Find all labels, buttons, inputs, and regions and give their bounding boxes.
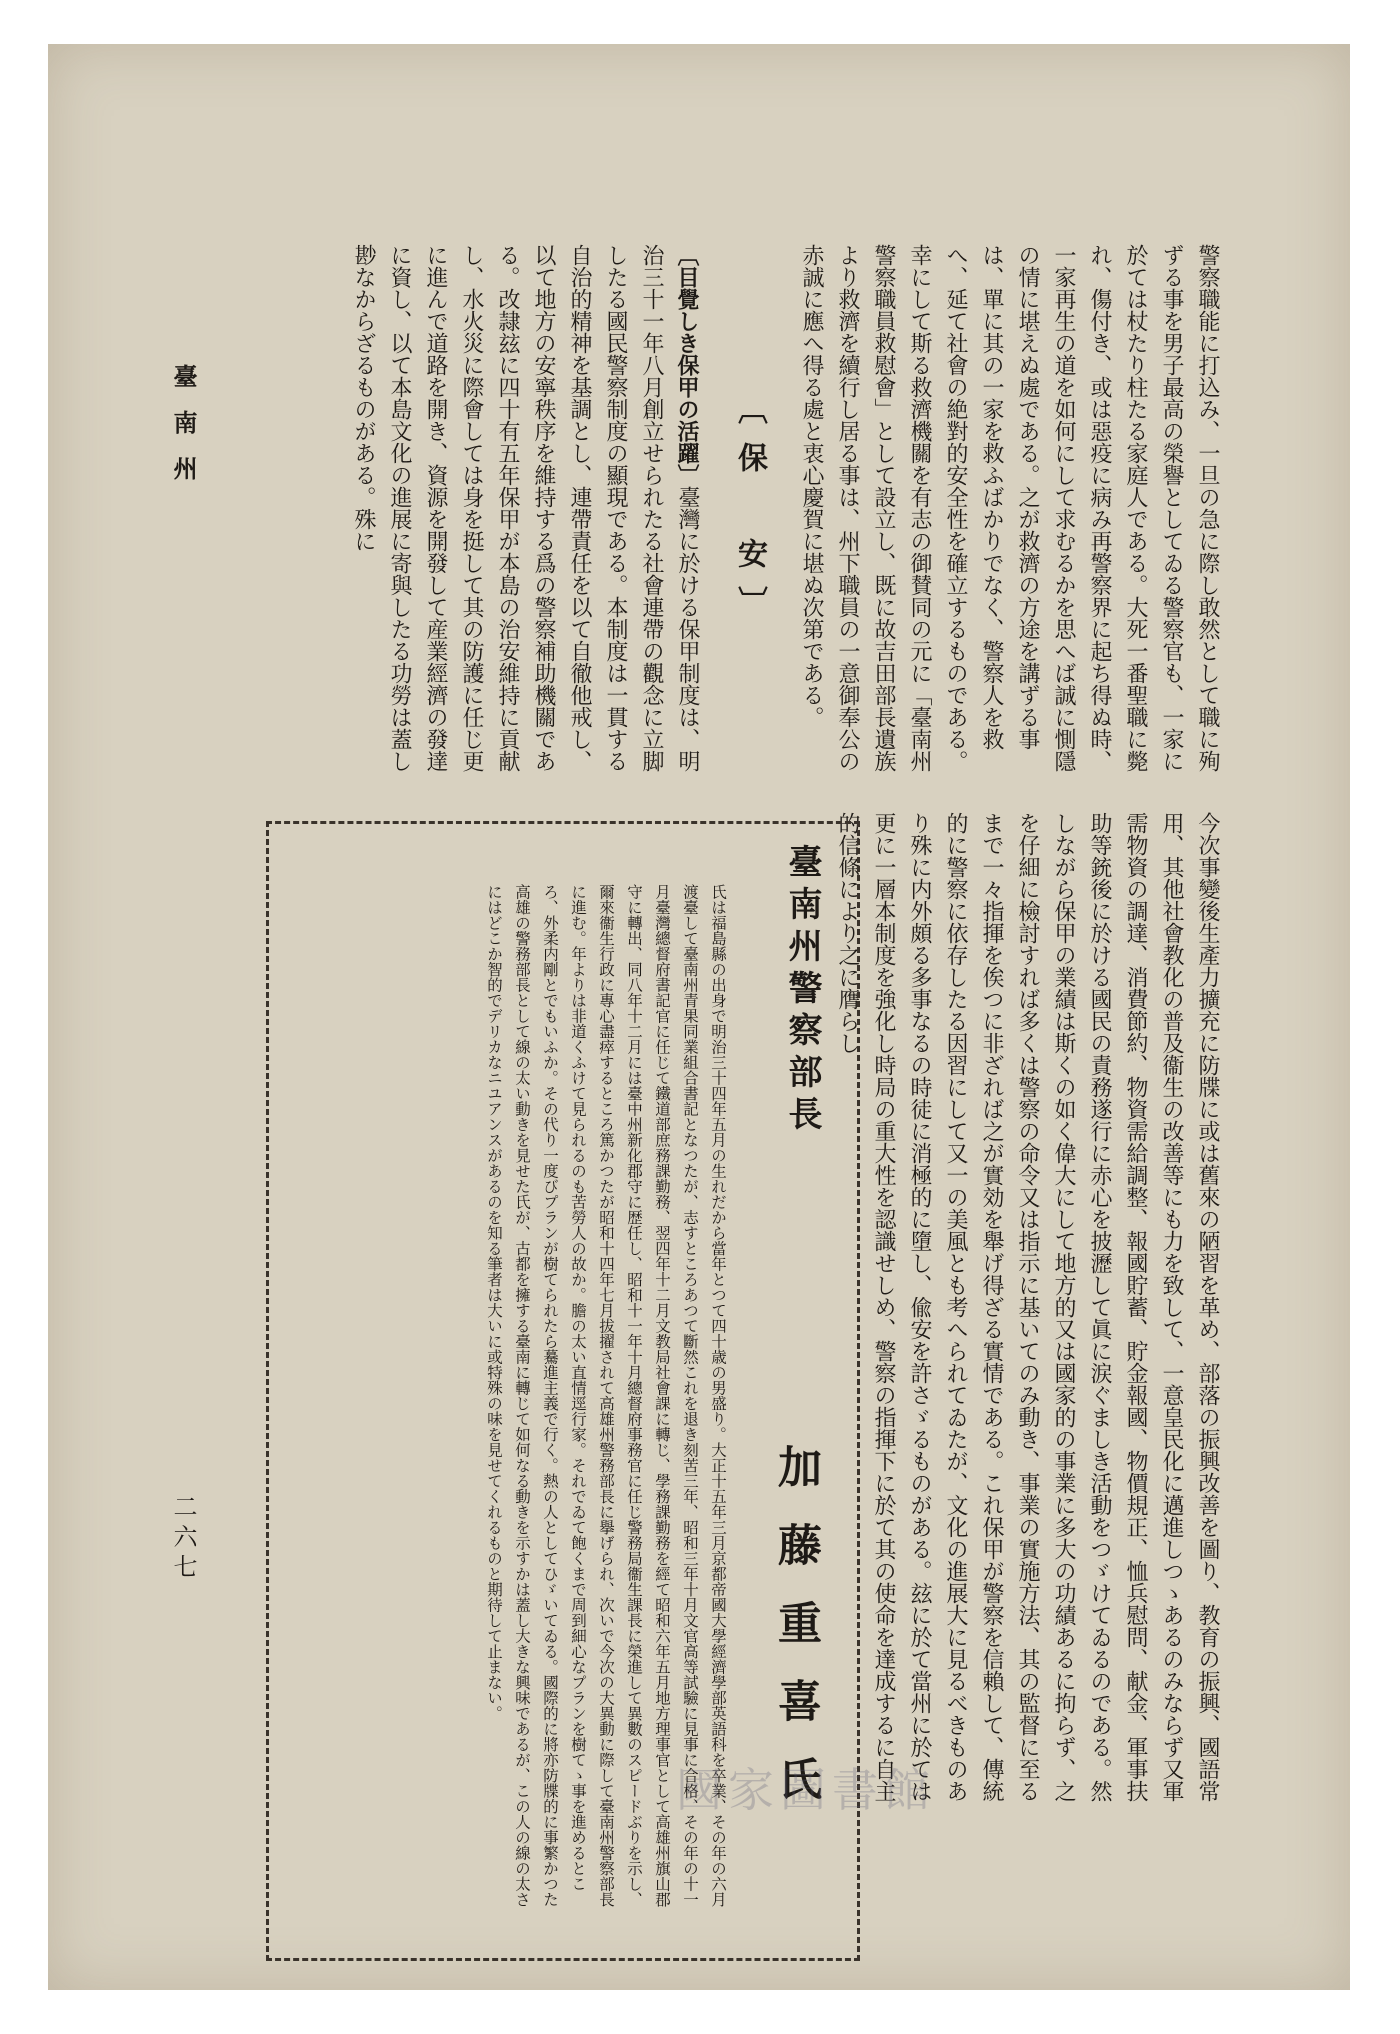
bio-title: 臺南州警察部長	[782, 844, 822, 1138]
running-head: 臺南州	[169, 364, 198, 502]
subheading-hoko: 〔目覺しき保甲の活躍〕	[674, 244, 700, 486]
paragraph-hoko	[345, 244, 705, 792]
paragraph-hoko-body: 臺灣に於ける保甲制度は、明治三十一年八月創立せられたる社會連帶の觀念に立脚したる國民警察制度の顯現である。本制度は一貫する自治的精神を基調とし、連帶責任を以て自徹他戒し、以て地方の安寧秩序を維持する爲の警察補助機關である。改隷玆に四十有五年保甲が本島の治安維持に貢献し、水火災に際會しては身を挺して其の防護に任じ更に進んで道路を開き、資源を開發して産業經濟の發達に資し、以て本島文化の進展に寄與したる功勞は蓋し尠なからざるものがある。殊に	[351, 244, 700, 772]
library-watermark: 國家圖書館	[676, 1763, 936, 1817]
bio-name: 加藤重喜氏	[770, 1444, 821, 1834]
page-sheet	[48, 44, 1350, 1990]
bio-paragraph: 氏は福島縣の出身で明治三十四年五月の生れだから當年とつて四十歳の男盛り。大正十五年三月京都帝國大學經濟學部英語科を卒業、その年の六月渡臺して臺南州青果同業組合書記となつたが、志すところあつて斷然これを退き刻苦三年、昭和三年十月文官高等試驗に見事に合格、その年の十一月臺灣總督府書記官に任じて鐵道部庶務課勤務、翌四年十二月文教局社會課に轉じ、學務課勤務を經て昭和六年五月地方理事官として高雄州旗山郡守に轉出、同八年十二月には臺中州新化郡守に歴任し、昭和十一年十月總督府事務官に任じ警務局衞生課長に榮進して異數のスピードぶりを示し、爾來衞生行政に專心盡瘁するところ篤かつたが昭和十四年七月拔擢されて高雄州警務部長に擧げられ、次いで今次の大異動に際して臺南州警察部長に進む。年よりは非道くふけて見られるのも苦勞人の故か。膽の太い直情逕行家。それでゐて飽くまで周到細心なプランを樹てゝ事を進めるところ、外柔内剛とでもいふか。その代り一度びプランが樹てられたら驀進主義で行く。熱の人としてひゞいてゐる。國際的に將亦防牒的に事繁かつた高雄の警務部長として線の太い動きを見せた氏が、古都を擁する臺南に轉じて如何なる動きを示すかは蓋し大きな興味であるが、この人の線の太さにはどこか智的でデリカなニユアンスがあるのを知る筆者は大いに或特殊の味を見せてくれるものと期待して止まない。	[485, 884, 727, 1907]
upper-text-block	[165, 244, 1225, 792]
page-number: 二六七	[169, 1494, 197, 1584]
paragraph-relief-association: 警察職能に打込み、一旦の急に際し敢然として職に殉ずる事を男子最高の榮譽としてゐる警察官も、一家に於ては杖たり柱たる家庭人である。大死一番聖職に斃れ、傷付き、或は惡疫に病み再警察界に起ち得ぬ時、一家再生の道を如何にして求むるかを思へば誠に惻隱の情に堪えぬ處である。之が救濟の方途を講ずる事は、單に其の一家を救ふばかりでなく、警察人を救へ、延て社會の絶對的安全性を確立するものである。幸にして斯る救濟機關を有志の御賛同の元に「臺南州警察職員救慰會」として設立し、既に故吉田部長遺族より救濟を續行し居る事は、州下職員の一意御奉公の赤誠に應へ得る處と衷心慶賀に堪ぬ次第である。	[799, 244, 1220, 772]
paragraph-hoko-continued: 今次事變後生產力擴充に防牒に或は舊來の陋習を革め、部落の振興改善を圖り、教育の振興、國語常用、其他社會教化の普及衞生の改善等にも力を致して、一意皇民化に邁進しつゝあるのみならず又軍需物資の調達、消費節約、物資需給調整、報國貯蓄、貯金報國、物價規正、恤兵慰問、献金、軍事扶助等銃後に於ける國民の責務遂行に赤心を披瀝して眞に涙ぐましき活動をつゞけてゐるのである。然しながら保甲の業績は斯くの如く偉大にして地方的又は國家的の事業に多大の功績あるに拘らず、之を仔細に檢討すれば多くは警察の命令又は指示に基いてのみ動き、事業の實施方法、其の監督に至るまで一々指揮を俟つに非ざれば之が實効を舉げ得ざる實情である。これ保甲が警察を信賴して、傳統的に警察に依存したる因習にして又一の美風とも考へられてゐたが、文化の進展大に見るべきものあり殊に内外頗る多事なるの時徒に消極的に墮し、偸安を許さゞるものがある。玆に於て當州に於ては更に一層本制度を強化し時局の重大性を認識せしめ、警察の指揮下に於て其の使命を達成するに自主的信條により之に膺らし	[835, 812, 1220, 1802]
section-title-security: 〔保 安〕	[732, 394, 767, 634]
